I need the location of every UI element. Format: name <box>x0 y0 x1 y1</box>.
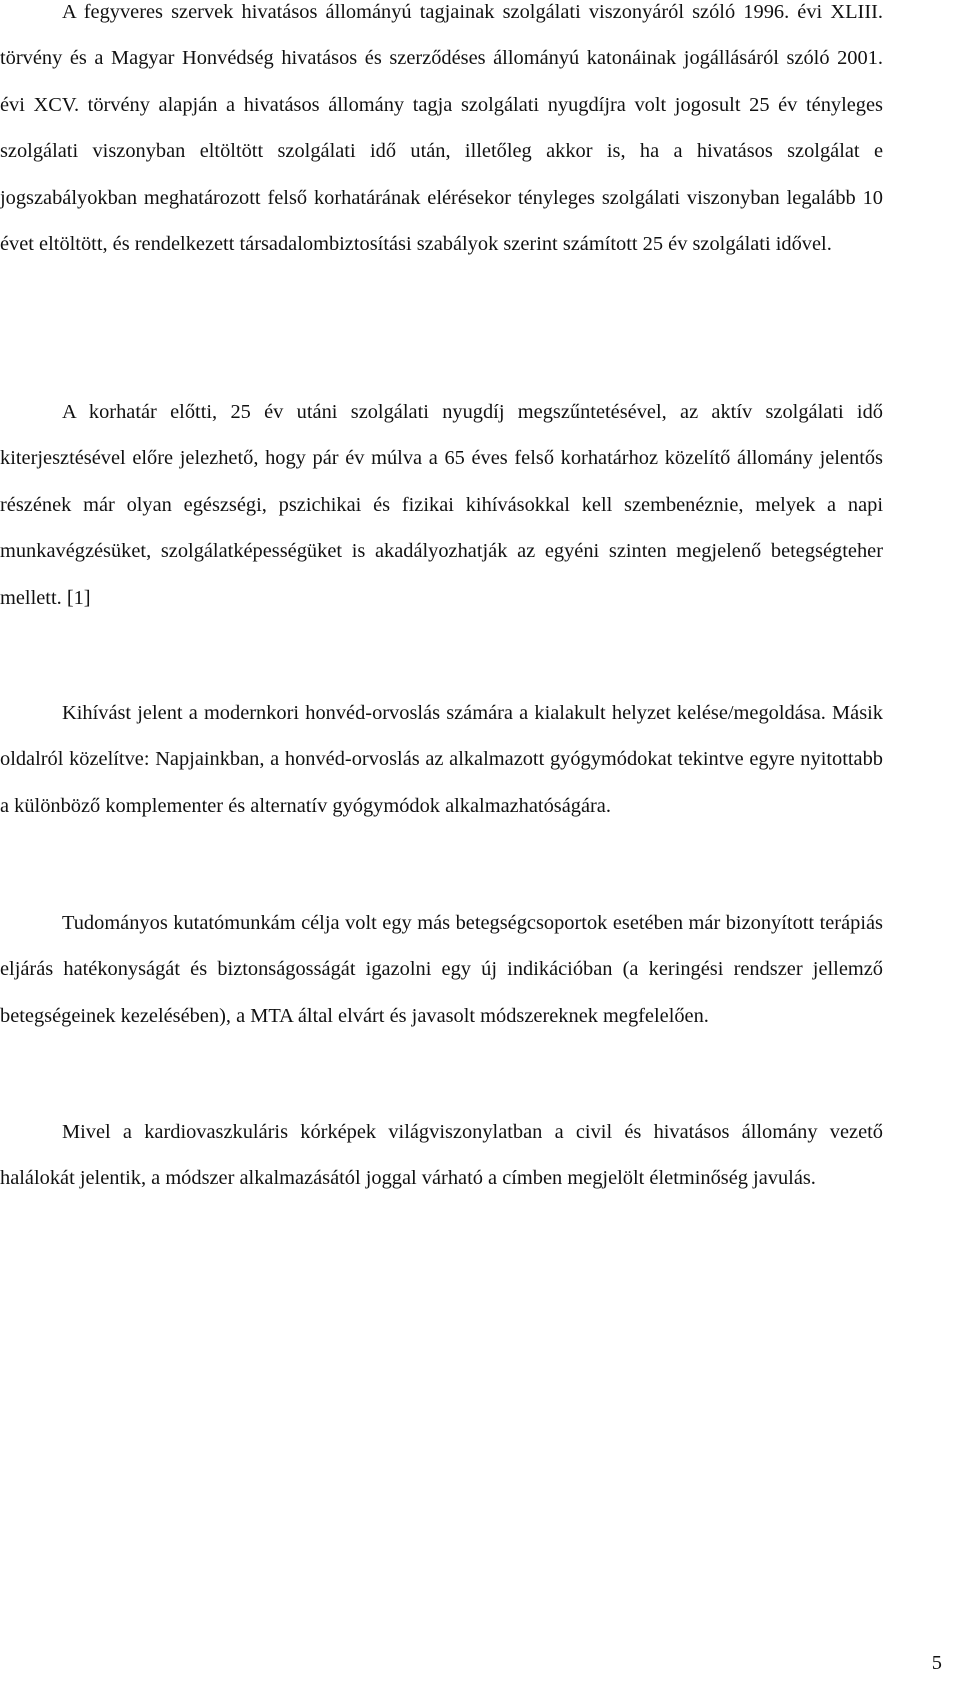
paragraph-3: Kihívást jelent a modernkori honvéd-orvoslás számára a kialakult helyzet kelése/megoldása. Másik oldalról közelítve: Napjainkban, a honvéd-orvoslás az alkalmazott gyógymódokat tekintve egyre nyitottabb a különböző komplementer és alternatív gyógymódok alkalmazhatóságára. <box>0 702 883 817</box>
paragraph-2: A korhatár előtti, 25 év utáni szolgálati nyugdíj megszűntetésével, az aktív szolgálati idő kiterjesztésével előre jelezhető, hogy pár év múlva a 65 éves felső korhatárhoz közelítő állomány jelentős részének már olyan egészségi, pszichikai és fizikai kihívásokkal kell szembenéznie, melyek a napi munkavégzésüket, szolgálatképességüket is akadályozhatják az egyéni szinten megjelenő betegségteher mellett. [1] <box>0 401 883 609</box>
paragraph-1: A fegyveres szervek hivatásos állományú tagjainak szolgálati viszonyáról szóló 1996. évi XLIII. törvény és a Magyar Honvédség hivatásos és szerződéses állományú katonáinak jogállásáról szóló 2001. évi XCV. törvény alapján a hivatásos állomány tagja szolgálati nyugdíjra volt jogosult 25 év tényleges szolgálati viszonyban eltöltött szolgálati idő után, illetőleg akkor is, ha a hivatásos szolgálat e jogszabályokban meghatározott felső korhatárának elérésekor tényleges szolgálati viszonyban legalább 10 évet eltöltött, és rendelkezett társadalombiztosítási szabályok szerint számított 25 év szolgálati idővel. <box>0 1 883 256</box>
page-number: 5 <box>931 1652 942 1674</box>
paragraph-4: Tudományos kutatómunkám célja volt egy más betegségcsoportok esetében már bizonyított terápiás eljárás hatékonyságát és biztonságosságát igazolni egy új indikációban (a keringési rendszer jellemző betegségeinek kezelésében), a MTA által elvárt és javasolt módszereknek megfelelően. <box>0 912 883 1027</box>
paragraph-5: Mivel a kardiovaszkuláris kórképek világviszonylatban a civil és hivatásos állomány vezető halálokát jelentik, a módszer alkalmazásától joggal várható a címben megjelölt életminőség javulás. <box>0 1121 883 1190</box>
